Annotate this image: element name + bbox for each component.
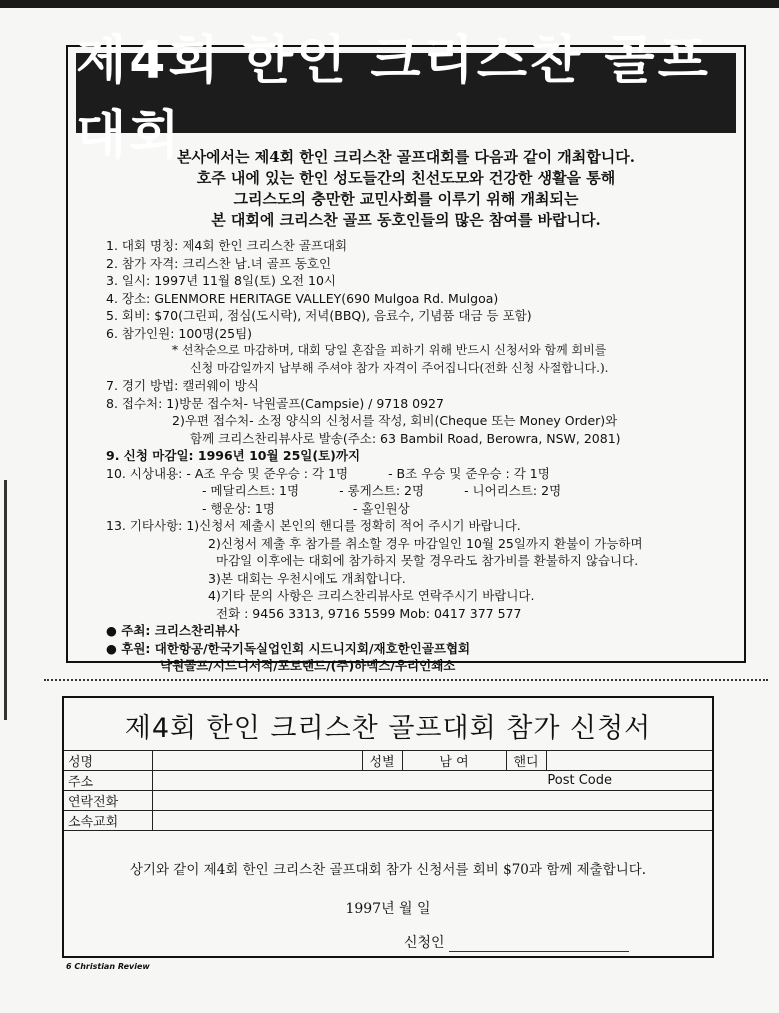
form-row — [64, 771, 712, 791]
item-awards — [106, 482, 736, 500]
item-venue: 4. 장소: GLENMORE HERITAGE VALLEY(690 Mulgoa Rd. Mulgoa) — [106, 290, 499, 306]
phone-label: 연락전화 — [64, 791, 152, 811]
item-fee: 5. 회비: $70(그린피, 점심(도시락), 저녁(BBQ), 음료수, 기념품 대금 등 포함) — [106, 308, 532, 323]
page-footer: 6 Christian Review — [66, 962, 150, 971]
item-datetime: 3. 일시: 1997년 11월 8일(토) 오전 10시 — [106, 273, 336, 288]
event-details — [106, 237, 736, 675]
form-row — [64, 791, 712, 811]
award-entry: - 롱게스트: 2명 — [339, 483, 425, 498]
item-misc: 전화 : 9456 3313, 9716 5599 Mob: 0417 377 577 — [216, 605, 522, 621]
item-awards — [106, 465, 736, 483]
intro-line: 그리스도의 충만한 교민사회를 이루기 위해 개최되는 — [233, 190, 579, 208]
item-reception: 2)우편 접수처- 소정 양식의 신청서를 작성, 회비(Cheque 또는 Money Order)와 — [172, 413, 618, 428]
church-field[interactable] — [152, 811, 712, 831]
event-notice — [66, 31, 746, 673]
signature-line — [449, 937, 629, 952]
item-misc: 마감일 이후에는 대회에 참가하지 못할 경우라도 참가비를 환불하지 않습니다. — [216, 553, 639, 568]
item-eligibility: 2. 참가 자격: 크리스찬 남.녀 골프 동호인 — [106, 255, 332, 271]
handicap-field[interactable] — [546, 751, 712, 771]
name-field[interactable] — [152, 751, 362, 771]
item-misc: 2)신청서 제출 후 참가를 취소할 경우 마감일인 10월 25일까지 환불이 가능하며 — [208, 535, 643, 551]
item-host: ● 주최: 크리스찬리뷰사 — [106, 623, 240, 638]
gender-label: 성별 — [362, 751, 402, 771]
item-misc: 4)기타 문의 사항은 크리스찬리뷰사로 연락주시기 바랍니다. — [208, 588, 535, 603]
item-reception: 함께 크리스찬리뷰사로 발송(주소: 63 Bambil Road, Berowra, NSW, 2081) — [190, 430, 621, 446]
intro-line: 본 대회에 크리스찬 골프 동호인들의 많은 참여를 바랍니다. — [211, 211, 601, 229]
application-form — [62, 696, 714, 958]
postcode-label: Post Code — [547, 773, 612, 788]
award-entry: - 메달리스트: 1명 — [202, 483, 300, 498]
notice-title: 제4회 한인 크리스찬 골프대회 — [76, 53, 736, 133]
item-note: * 선착순으로 마감하며, 대회 당일 혼잡을 피하기 위해 반드시 신청서와 함께 회비를 — [172, 343, 607, 357]
form-row — [64, 811, 712, 831]
item-awards — [106, 500, 736, 518]
item-misc: 13. 기타사항: 1)신청서 제출시 본인의 핸디를 정확히 적어 주시기 바랍니다. — [106, 518, 521, 533]
award-entry: - 니어리스트: 2명 — [464, 483, 562, 498]
intro-text — [68, 147, 744, 231]
church-label: 소속교회 — [64, 811, 152, 831]
item-misc: 3)본 대회는 우천시에도 개최합니다. — [208, 570, 406, 586]
award-entry: - 행운상: 1명 — [202, 500, 275, 516]
intro-line: 호주 내에 있는 한인 성도들간의 친선도모와 건강한 생활을 통해 — [196, 169, 616, 187]
declaration-text: 상기와 같이 제4회 한인 크리스찬 골프대회 참가 신청서를 회비 $70과 함께 제출합니다. — [129, 862, 647, 878]
item-sponsor: 낙원골프/시드니서적/포토랜드/(주)하멕스/우리인쇄소 — [160, 658, 456, 673]
page-edge-mark — [4, 480, 7, 720]
gender-field[interactable]: 남 여 — [402, 751, 506, 771]
award-entry: - B조 우승 및 준우승 : 각 1명 — [388, 465, 550, 481]
item-note: 신청 마감일까지 납부해 주셔야 참가 자격이 주어집니다(전화 신청 사절합니다.). — [190, 360, 609, 375]
form-row — [64, 751, 712, 771]
form-table — [64, 750, 712, 831]
cut-line — [44, 679, 768, 681]
item-sponsor: ● 후원: 대한항공/한국기독실업인회 시드니지회/재호한인골프협회 — [106, 640, 471, 656]
name-label: 성명 — [64, 751, 152, 771]
form-title: 제4회 한인 크리스찬 골프대회 참가 신청서 — [124, 713, 652, 744]
item-capacity: 6. 참가인원: 100명(25팀) — [106, 325, 253, 341]
item-deadline: 9. 신청 마감일: 1996년 10월 25일(토)까지 — [106, 448, 361, 463]
address-field[interactable] — [152, 771, 712, 791]
intro-line: 본사에서는 제4회 한인 크리스찬 골프대회를 다음과 같이 개최합니다. — [177, 148, 635, 166]
item-name: 1. 대회 명칭: 제4회 한인 크리스찬 골프대회 — [106, 238, 348, 253]
handicap-label: 핸디 — [506, 751, 546, 771]
applicant-label: 신청인 — [404, 935, 445, 951]
top-edge-bar — [0, 0, 779, 8]
applicant-signature[interactable] — [404, 932, 684, 952]
date-field[interactable]: 1997년 월 일 — [345, 901, 431, 917]
phone-field[interactable] — [152, 791, 712, 811]
item-reception: 8. 접수처: 1)방문 접수처- 낙원골프(Campsie) / 9718 0927 — [106, 395, 444, 411]
address-label: 주소 — [64, 771, 152, 791]
award-entry: 10. 시상내용: - A조 우승 및 준우승 : 각 1명 — [106, 465, 349, 481]
item-method: 7. 경기 방법: 캘러웨이 방식 — [106, 378, 259, 393]
award-entry: - 홀인원상 — [352, 500, 410, 516]
